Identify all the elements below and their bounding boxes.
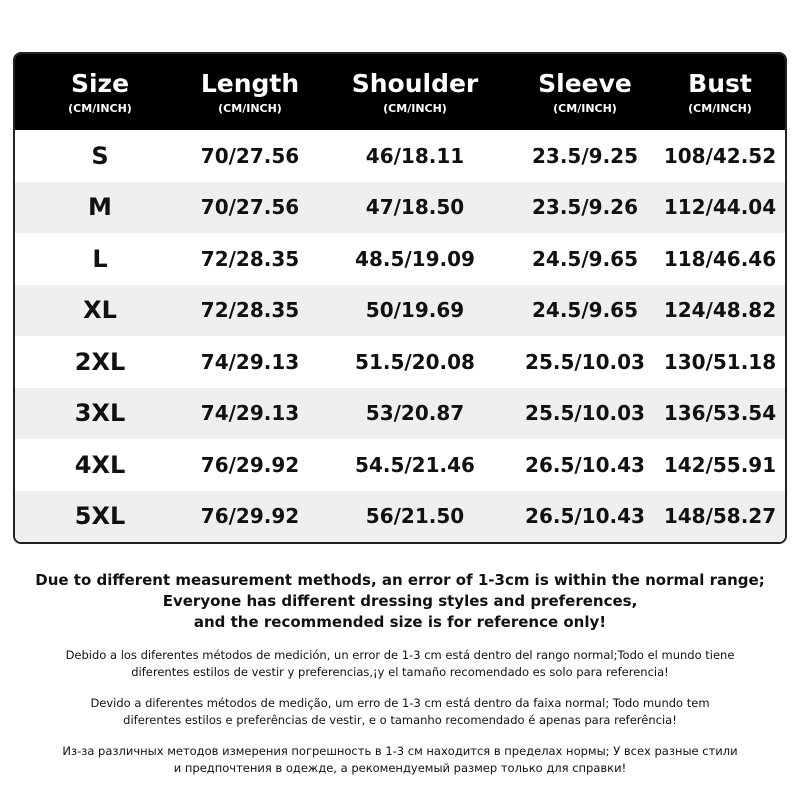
header-unit: (CM/INCH) <box>383 101 447 115</box>
bust-cell: 108/42.52 <box>663 143 777 168</box>
note-russian <box>0 743 800 777</box>
header-unit: (CM/INCH) <box>218 101 282 115</box>
length-cell: 72/28.35 <box>200 246 300 271</box>
note-line: and the recommended size is for reference only! <box>193 613 607 631</box>
bust-cell: 118/46.46 <box>663 246 777 271</box>
shoulder-cell: 54.5/21.46 <box>355 452 475 477</box>
header-title: Length <box>200 68 300 98</box>
bust-cell: 142/55.91 <box>663 452 777 477</box>
table-row <box>15 233 785 285</box>
bust-cell: 148/58.27 <box>663 504 777 529</box>
sleeve-cell: 26.5/10.43 <box>525 452 645 477</box>
bust-cell: 124/48.82 <box>663 298 777 323</box>
note-line: и предпочтения в одежде, а рекомендуемый размер только для справки! <box>173 761 627 775</box>
note-english <box>0 570 800 633</box>
size-cell: 4XL <box>74 450 126 479</box>
shoulder-cell: 48.5/19.09 <box>355 246 475 271</box>
header-size <box>15 54 185 130</box>
measurement-notes <box>0 570 800 777</box>
length-cell: 74/29.13 <box>200 401 300 426</box>
table-row <box>15 439 785 491</box>
bust-cell: 130/51.18 <box>663 349 777 374</box>
sleeve-cell: 25.5/10.03 <box>525 349 645 374</box>
shoulder-cell: 46/18.11 <box>365 143 465 168</box>
table-header-row <box>15 54 785 130</box>
table-row <box>15 130 785 182</box>
table-row <box>15 182 785 234</box>
header-bust <box>655 54 785 130</box>
sleeve-cell: 24.5/9.65 <box>532 298 638 323</box>
shoulder-cell: 53/20.87 <box>365 401 465 426</box>
header-length <box>185 54 315 130</box>
table-row <box>15 388 785 440</box>
size-cell: 5XL <box>74 502 126 531</box>
header-unit: (CM/INCH) <box>688 101 752 115</box>
length-cell: 72/28.35 <box>200 298 300 323</box>
sleeve-cell: 23.5/9.26 <box>532 195 638 220</box>
table-row <box>15 336 785 388</box>
header-unit: (CM/INCH) <box>68 101 132 115</box>
length-cell: 70/27.56 <box>200 195 300 220</box>
size-cell: 2XL <box>74 347 126 376</box>
size-cell: S <box>91 141 109 170</box>
length-cell: 74/29.13 <box>200 349 300 374</box>
note-line: Из-за различных методов измерения погрешность в 1-3 см находится в пределах нормы; У всех разные стили <box>62 744 738 758</box>
note-line: Due to different measurement methods, an error of 1-3cm is within the normal range; <box>35 571 765 589</box>
shoulder-cell: 56/21.50 <box>365 504 465 529</box>
bust-cell: 112/44.04 <box>663 195 777 220</box>
sleeve-cell: 25.5/10.03 <box>525 401 645 426</box>
header-sleeve <box>515 54 655 130</box>
size-cell: M <box>88 193 112 222</box>
note-line: diferentes estilos de vestir y preferencias,¡y el tamaño recomendado es solo para referencia! <box>131 665 669 679</box>
sleeve-cell: 23.5/9.25 <box>532 143 638 168</box>
header-title: Shoulder <box>351 68 479 98</box>
sleeve-cell: 24.5/9.65 <box>532 246 638 271</box>
length-cell: 76/29.92 <box>200 452 300 477</box>
size-chart-table <box>13 52 787 544</box>
note-line: Everyone has different dressing styles and preferences, <box>162 592 638 610</box>
note-line: Devido a diferentes métodos de medição, um erro de 1-3 cm está dentro da faixa normal; Todo mundo tem <box>90 696 710 710</box>
table-row <box>15 491 785 543</box>
header-title: Sleeve <box>538 68 632 98</box>
sleeve-cell: 26.5/10.43 <box>525 504 645 529</box>
length-cell: 70/27.56 <box>200 143 300 168</box>
length-cell: 76/29.92 <box>200 504 300 529</box>
note-line: Debido a los diferentes métodos de medición, un error de 1-3 cm está dentro del rango normal;Todo el mundo tiene <box>65 648 735 662</box>
table-row <box>15 285 785 337</box>
header-unit: (CM/INCH) <box>553 101 617 115</box>
note-line: diferentes estilos e preferências de vestir, e o tamanho recomendado é apenas para referência! <box>123 713 677 727</box>
size-cell: L <box>92 244 108 273</box>
header-title: Size <box>70 68 130 98</box>
note-portuguese <box>0 695 800 729</box>
header-title: Bust <box>688 68 752 98</box>
bust-cell: 136/53.54 <box>663 401 777 426</box>
size-cell: 3XL <box>74 399 126 428</box>
header-shoulder <box>315 54 515 130</box>
note-spanish <box>0 647 800 681</box>
shoulder-cell: 51.5/20.08 <box>355 349 475 374</box>
size-cell: XL <box>83 296 117 325</box>
shoulder-cell: 50/19.69 <box>365 298 465 323</box>
shoulder-cell: 47/18.50 <box>365 195 465 220</box>
